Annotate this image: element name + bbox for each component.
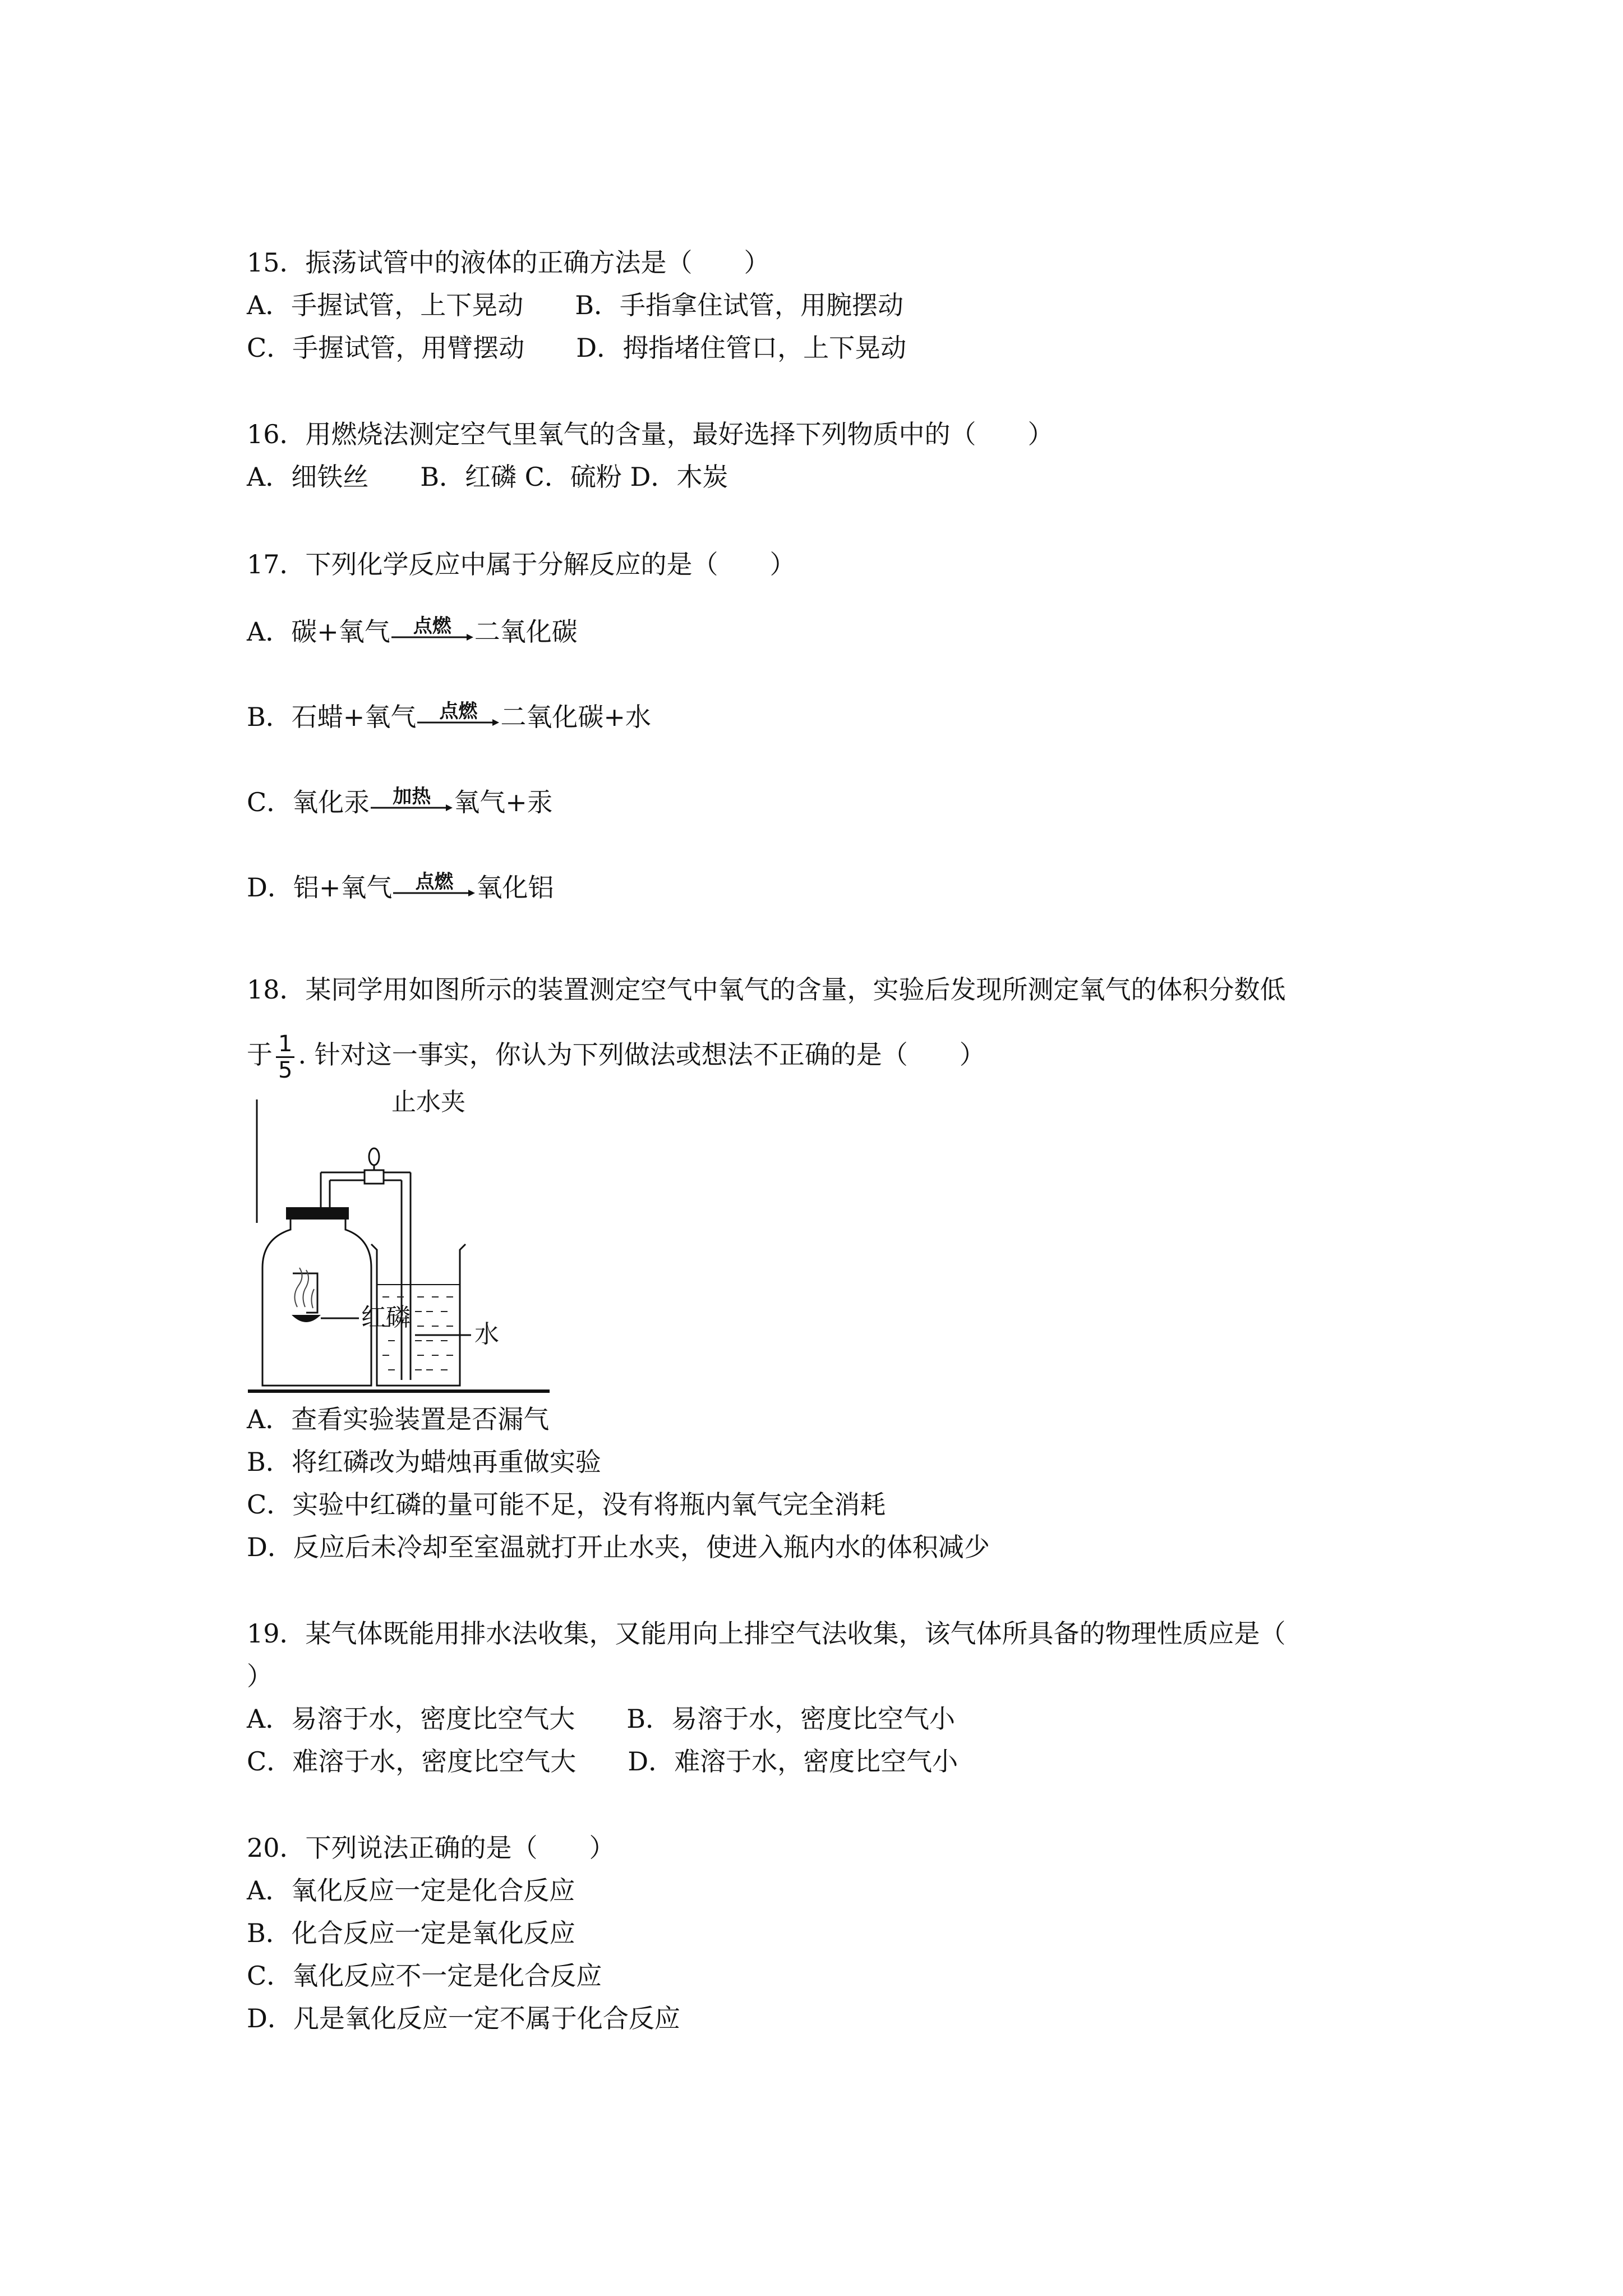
reaction-arrow (416, 700, 500, 734)
question-15-stem: 15．振荡试管中的液体的正确方法是（ ） (247, 247, 770, 278)
arrow-icon (390, 632, 474, 643)
question-19-options-ab: A．易溶于水，密度比空气大 B．易溶于水，密度比空气小 (247, 1704, 956, 1734)
reaction-arrow (392, 871, 476, 904)
question-18-stem-line1: 18．某同学用如图所示的装置测定空气中氧气的含量，实验后发现所测定氧气的体积分数低 (247, 974, 1286, 1005)
products: 氧化铝 (476, 872, 554, 903)
question-18-option-b: B．将红磷改为蜡烛再重做实验 (247, 1447, 601, 1477)
water-label: 水 (474, 1320, 499, 1349)
reaction-arrow (390, 615, 474, 648)
reaction-arrow (370, 785, 454, 819)
reaction-condition: 点燃 (413, 615, 451, 637)
products: 二氧化碳 (474, 616, 578, 647)
reaction-condition: 点燃 (439, 700, 478, 723)
reaction-condition: 点燃 (415, 871, 454, 893)
reaction-condition: 加热 (393, 785, 431, 808)
question-16-options: A．细铁丝 B．红磷 C．硫粉 D．木炭 (247, 462, 728, 492)
question-17-option-b (247, 700, 651, 734)
question-17-stem: 17．下列化学反应中属于分解反应的是（ ） (247, 549, 796, 579)
arrow-icon (392, 887, 476, 899)
question-15-options-ab: A．手握试管，上下晃动 B．手指拿住试管，用腕摆动 (247, 290, 904, 320)
question-20-option-b: B．化合反应一定是氧化反应 (247, 1918, 575, 1948)
question-18-stem-line2: 于 $\frac{1}{5}$ . 针对这一事实，你认为下列做法或想法不正确的是（ ） (247, 1030, 985, 1083)
question-20-stem: 20．下列说法正确的是（ ） (247, 1833, 615, 1863)
question-20-option-d: D．凡是氧化反应一定不属于化合反应 (247, 2003, 680, 2033)
products: 二氧化碳+水 (500, 702, 651, 732)
arrow-icon (370, 802, 454, 813)
reactants: C．氧化汞 (247, 787, 370, 817)
question-17-option-c (247, 785, 553, 819)
question-19-options-cd: C．难溶于水，密度比空气大 D．难溶于水，密度比空气小 (247, 1746, 958, 1777)
question-18-option-d: D．反应后未冷却至室温就打开止水夹，使进入瓶内水的体积减少 (247, 1532, 990, 1562)
apparatus-figure (247, 1088, 628, 1397)
reactants: D．铝+氧气 (247, 872, 393, 903)
reactants: A．碳+氧气 (247, 616, 390, 647)
products: 氧气+汞 (454, 787, 553, 817)
question-18-option-c: C．实验中红磷的量可能不足，没有将瓶内氧气完全消耗 (247, 1489, 886, 1520)
question-19-stem-line2: ） (247, 1661, 273, 1691)
question-15-options-cd: C．手握试管，用臂摆动 D．拇指堵住管口，上下晃动 (247, 333, 907, 363)
fraction: $\frac{1}{5}$ (276, 1032, 294, 1083)
reactants: B．石蜡+氧气 (247, 702, 417, 732)
question-18-option-a: A．查看实验装置是否漏气 (247, 1404, 550, 1434)
question-20-option-a: A．氧化反应一定是化合反应 (247, 1875, 575, 1906)
question-16-stem: 16．用燃烧法测定空气里氧气的含量，最好选择下列物质中的（ ） (247, 419, 1054, 449)
apparatus-diagram (247, 1088, 628, 1397)
question-17-option-a (247, 615, 578, 648)
clamp-label: 止水夹 (391, 1088, 465, 1116)
arrow-icon (416, 717, 500, 728)
question-17-option-d (247, 871, 554, 904)
question-19-stem-line1: 19．某气体既能用排水法收集，又能用向上排空气法收集，该气体所具备的物理性质应是（ (247, 1618, 1286, 1649)
phosphorus-label: 红磷 (361, 1303, 411, 1332)
question-20-option-c: C．氧化反应不一定是化合反应 (247, 1961, 602, 1991)
